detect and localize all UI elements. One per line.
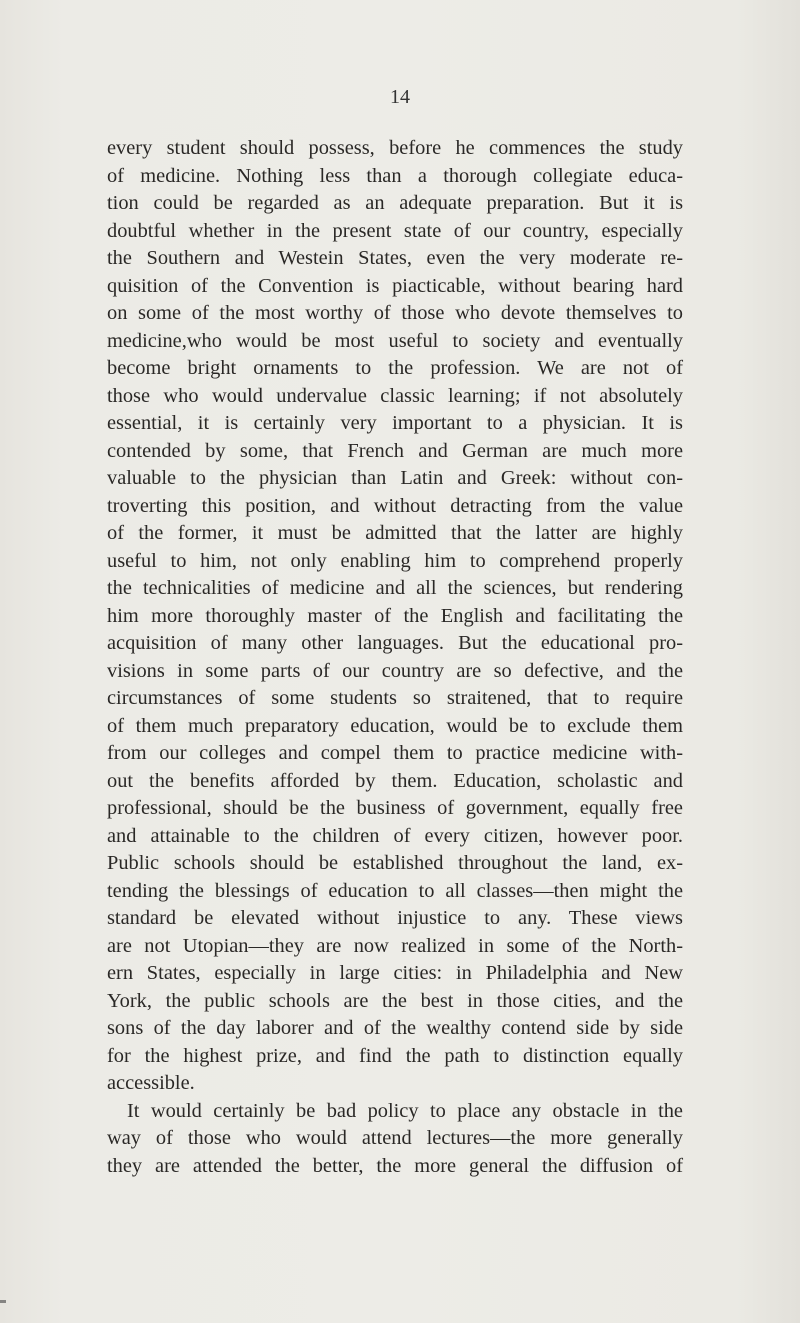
text-line: essential, it is certainly very important to a physician. It is (107, 412, 683, 434)
text-line: tending the blessings of education to all classes—then might the (107, 879, 683, 902)
text-line: out the benefits afforded by them. Education, scholastic and (107, 769, 683, 792)
text-line: circumstances of some students so straitened, that to require (107, 687, 683, 709)
text-line: of them much preparatory education, would be to exclude them (107, 714, 683, 737)
text-line: acquisition of many other languages. But the educational pro- (107, 632, 683, 654)
text-line: valuable to the physician than Latin and Greek: without con- (107, 467, 683, 489)
text-line: way of those who would attend lectures—the more generally (107, 1127, 683, 1149)
text-line: become bright ornaments to the profession. We are not of (107, 357, 683, 379)
text-line: those who would undervalue classic learning; if not absolutely (107, 384, 683, 407)
text-line: sons of the day laborer and of the wealthy contend side by side (107, 1017, 683, 1039)
text-line: professional, should be the business of government, equally free (107, 797, 683, 819)
text-line: Public schools should be established throughout the land, ex- (107, 852, 683, 874)
page-number: 14 (390, 86, 410, 108)
paragraph-2 (107, 1098, 683, 1181)
page-edge-mark (0, 1300, 6, 1303)
text-line: tion could be regarded as an adequate preparation. But it is (107, 192, 683, 214)
text-line: him more thoroughly master of the English and facilitating the (107, 604, 683, 627)
text-line: ern States, especially in large cities: in Philadelphia and New (107, 962, 683, 984)
text-line: It would certainly be bad policy to place any obstacle in the (127, 1099, 683, 1122)
text-line: the Southern and Westein States, even the very moderate re- (107, 247, 683, 269)
text-line: they are attended the better, the more general the diffusion of (107, 1154, 683, 1177)
text-line: contended by some, that French and German are much more (107, 439, 683, 462)
body-text (107, 135, 683, 1180)
text-line: of medicine. Nothing less than a thorough collegiate educa- (107, 164, 683, 187)
text-line: troverting this position, and without detracting from the value (107, 494, 683, 517)
text-line: quisition of the Convention is piacticable, without bearing hard (107, 274, 683, 297)
text-line: accessible. (107, 1072, 195, 1094)
text-line: and attainable to the children of every citizen, however poor. (107, 824, 683, 847)
text-line: of the former, it must be admitted that the latter are highly (107, 522, 683, 544)
paragraph-1 (107, 135, 683, 1098)
text-line: on some of the most worthy of those who devote themselves to (107, 302, 683, 324)
text-line: every student should possess, before he commences the study (107, 137, 683, 159)
text-line: the technicalities of medicine and all the sciences, but rendering (107, 577, 683, 599)
text-line: visions in some parts of our country are so defective, and the (107, 659, 683, 682)
text-line: York, the public schools are the best in those cities, and the (107, 989, 683, 1012)
text-line: medicine,who would be most useful to society and eventually (107, 329, 683, 352)
text-line: doubtful whether in the present state of our country, especially (107, 219, 683, 242)
text-line: are not Utopian—they are now realized in some of the North- (107, 934, 683, 957)
text-line: useful to him, not only enabling him to comprehend properly (107, 549, 683, 572)
text-line: standard be elevated without injustice to any. These views (107, 907, 683, 929)
text-line: for the highest prize, and find the path to distinction equally (107, 1044, 683, 1067)
text-line: from our colleges and compel them to practice medicine with- (107, 742, 683, 764)
